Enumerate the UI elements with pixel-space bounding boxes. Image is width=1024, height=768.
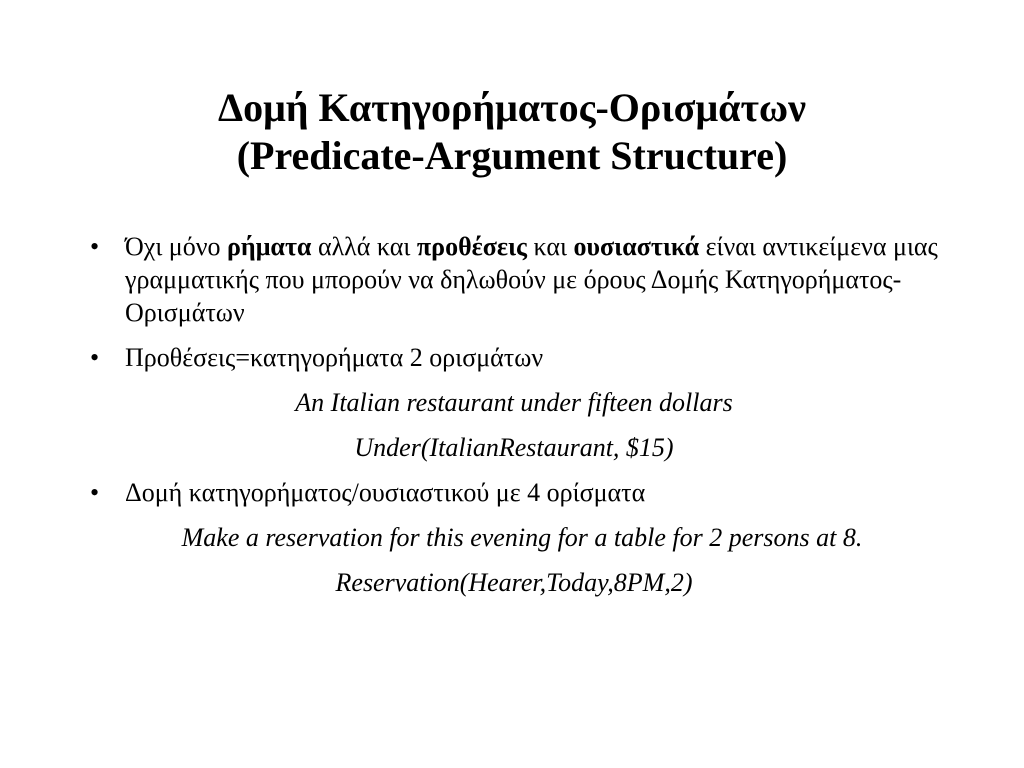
example-predicate: Under(ItalianRestaurant, $15) bbox=[354, 433, 674, 462]
slide-body bbox=[88, 230, 940, 611]
bullet-text: Όχι μόνο ρήματα αλλά και προθέσεις και ουσιαστικά είναι αντικείμενα μιας γραμματικής που μπορούν να δηλωθούν με όρους Δομής Κατηγορήματος-Ορισμάτων bbox=[125, 232, 938, 327]
bullet-icon: • bbox=[90, 343, 100, 372]
bullet-item-prepositions bbox=[88, 341, 940, 374]
title-line-greek: Δομή Κατηγορήματος-Ορισμάτων bbox=[218, 85, 806, 130]
example-predicate-reservation: Reservation(Hearer,Today,8PM,2) bbox=[335, 568, 693, 597]
bullet-text: Δομή κατηγορήματος/ουσιαστικού με 4 ορίσματα bbox=[125, 478, 646, 507]
title-line-english: (Predicate-Argument Structure) bbox=[236, 133, 788, 178]
bullet-item-nouns-prepositions bbox=[88, 230, 940, 329]
example-sentence: An Italian restaurant under fifteen dollars bbox=[295, 388, 733, 417]
bullet-item-noun-structure bbox=[88, 476, 940, 509]
example-sentence-reservation: Make a reservation for this evening for a table for 2 persons at 8. bbox=[181, 523, 863, 552]
bold-term-nouns: ουσιαστικά bbox=[573, 232, 700, 261]
bold-term-prepositions: προθέσεις bbox=[416, 232, 528, 261]
bullet-text: Προθέσεις=κατηγορήματα 2 ορισμάτων bbox=[125, 343, 544, 372]
bullet-icon: • bbox=[90, 232, 100, 261]
slide-title bbox=[60, 84, 964, 180]
bullet-icon: • bbox=[90, 478, 100, 507]
bold-term-verbs: ρήματα bbox=[227, 232, 312, 261]
